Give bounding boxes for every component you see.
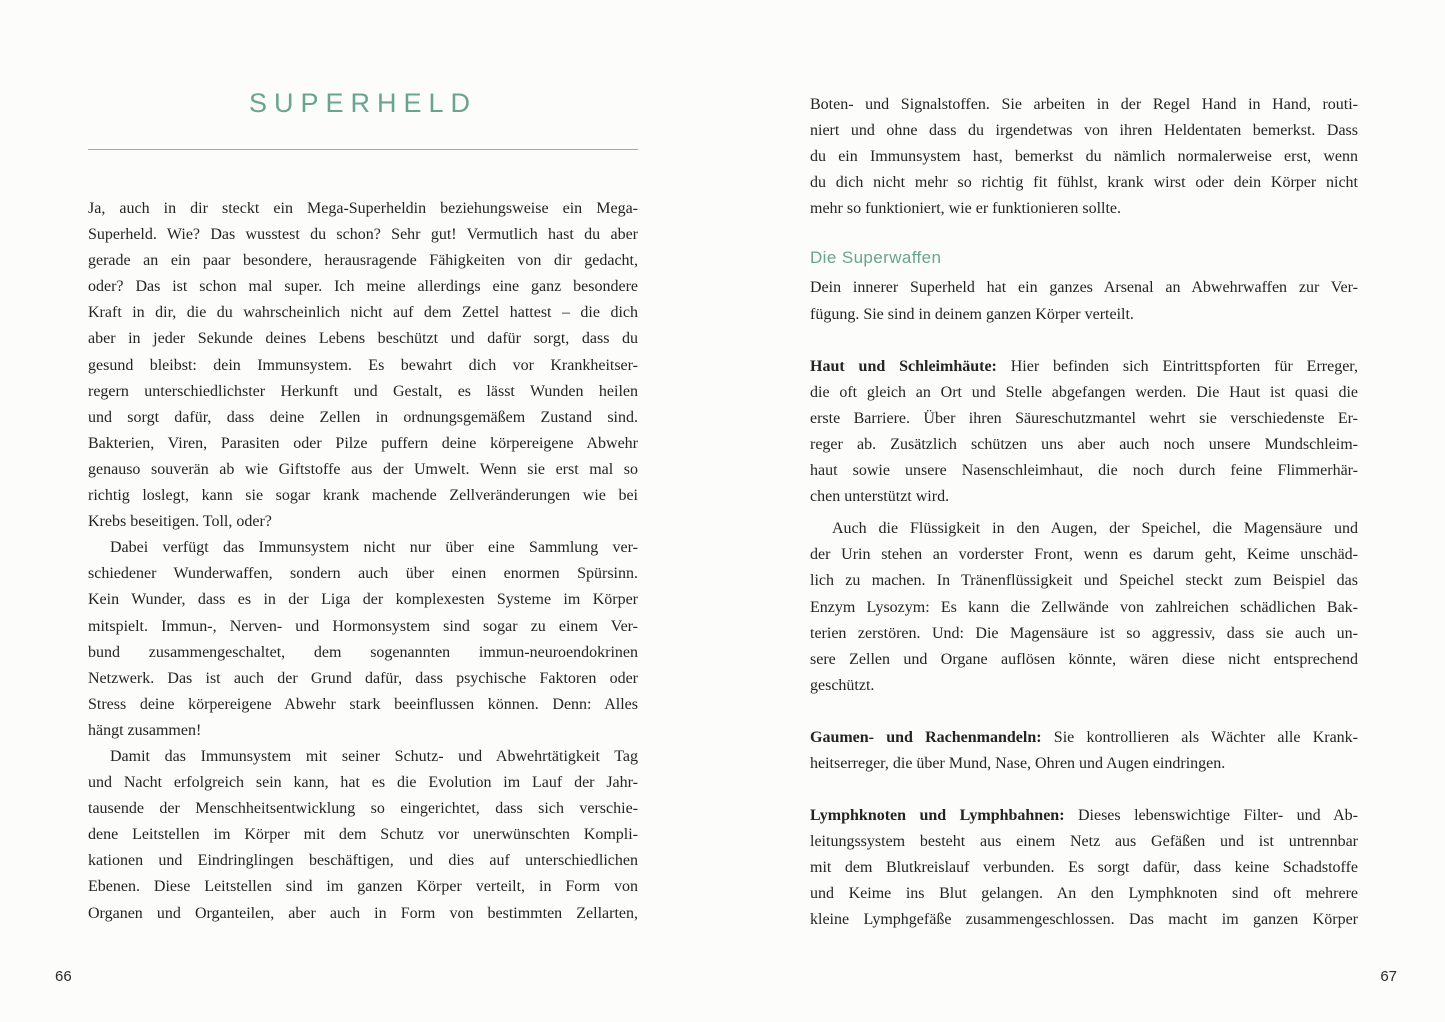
text-line: gesund bleibst: dein Immunsystem. Es bewahrt dich vor Krankheitser- [88,356,638,374]
text-line: mitspielt. Immun-, Nerven- und Hormonsystem sind sogar zu einem Ver- [88,617,638,635]
text-line: sere Zellen und Organe auflösen könnte, wären diese nicht entsprechend [810,650,1358,668]
text-line: reger ab. Zusätzlich schützen uns aber auch noch unsere Mundschleim- [810,435,1358,453]
page-left [88,0,638,927]
text-line: bund zusammengeschaltet, dem sogenannten immun-neuroendokrinen [88,643,638,661]
text-line: Stress deine körpereigene Abwehr stark beeinflussen können. Denn: Alles [88,695,638,713]
text-line: Enzym Lysozym: Es kann die Zellwände von zahlreichen schädlichen Bak- [810,598,1358,616]
text-line: Ja, auch in dir steckt ein Mega-Superheldin beziehungsweise ein Mega- [88,200,638,217]
bold-lead-in: Lymphknoten und Lymphbahnen: [810,807,1065,825]
page-number-right: 67 [1380,968,1397,985]
text-line: schiedener Wunderwaffen, sondern auch über einen enormen Spürsinn. [88,565,638,583]
text-line: kleine Lymphgefäße zusammengeschlossen. Das macht im ganzen Körper [810,911,1358,929]
paragraph [88,196,638,535]
text-line: aber in jeder Sekunde deines Lebens beschützt und dafür sorgt, dass du [88,330,638,348]
text-line: Dein innerer Superheld hat ein ganzes Arsenal an Abwehrwaffen zur Ver- [810,279,1358,297]
text-line: Damit das Immunsystem mit seiner Schutz- und Abwehrtätigkeit Tag [110,747,638,765]
text-line: geschützt. [810,676,875,694]
text-line: haut sowie unsere Nasenschleimhaut, die noch durch feine Flimmerhär- [810,462,1358,480]
chapter-title: SUPERHELD [248,88,478,118]
paragraph [88,535,638,744]
text-line: Ebenen. Diese Leitstellen sind im ganzen Körper verteilt, in Form von [88,878,638,896]
text-line: lich zu machen. In Tränenflüssigkeit und Speichel steckt zum Beispiel das [810,572,1358,590]
text-line: Gaumen- und Rachenmandeln: Sie kontrollieren als Wächter alle Krank- [810,728,1358,746]
text-line: gerade an ein paar besondere, herausragende Fähigkeiten von dir gedacht, [88,252,638,270]
page-number-left: 66 [55,968,72,985]
text-line: erste Barriere. Über ihren Säureschutzmantel wehrt sie verschiedenste Er- [810,409,1358,427]
text-line: du dich nicht mehr so richtig fit fühlst, krank wirst oder dein Körper nicht [810,174,1358,192]
text-line: dene Leitstellen im Körper mit dem Schutz vor unerwünschten Kompli- [88,826,638,844]
text-line: Bakterien, Viren, Parasiten oder Pilze puffern deine körpereigene Abwehr [88,434,638,452]
section-subheading: Die Superwaffen [810,248,942,268]
paragraph [810,803,1358,933]
text-line: genauso souverän ab wie Giftstoffe aus der Umwelt. Wenn sie erst mal so [88,460,638,478]
text-line: Netzwerk. Das ist auch der Grund dafür, dass psychische Faktoren oder [88,669,638,687]
bold-lead-in: Gaumen- und Rachenmandeln: [810,728,1042,746]
text-line: Lymphknoten und Lymphbahnen: Dieses lebenswichtige Filter- und Ab- [810,807,1359,825]
text-line: und Nacht erfolgreich sein kann, hat es die Evolution im Lauf der Jahr- [88,774,638,792]
text-line: hängt zusammen! [88,721,202,739]
text-line: Organen und Organteilen, aber auch in Form von bestimmten Zellarten, [88,904,638,922]
text-line: tausende der Menschheitsentwicklung so eingerichtet, dass sich verschie- [88,800,638,818]
text-line: oder? Das ist schon mal super. Ich meine allerdings eine ganz besondere [88,278,638,296]
text-line: richtig loslegt, kann sie sogar krank machende Zellveränderungen wie bei [88,487,638,505]
text-line: der Urin stehen an vorderster Front, wenn es darum geht, Keime unschäd- [810,546,1358,564]
text-line: mit dem Blutkreislauf verbunden. Es sorgt dafür, dass keine Schadstoffe [810,859,1358,877]
text-line: Dabei verfügt das Immunsystem nicht nur über eine Sammlung ver- [110,539,638,557]
paragraph [810,275,1358,327]
text-line: Auch die Flüssigkeit in den Augen, der Speichel, die Magensäure und [832,520,1358,538]
paragraph [88,744,638,927]
text-line: Superheld. Wie? Das wusstest du schon? Sehr gut! Vermutlich hast du aber [88,226,638,244]
title-divider-rule [88,149,638,150]
text-line: und sorgt dafür, dass deine Zellen in ordnungsgemäßem Zustand sind. [88,408,638,426]
text-line: heitserreger, die über Mund, Nase, Ohren und Augen eindringen. [810,754,1226,772]
paragraph [810,92,1358,222]
text-line: leitungssystem besteht aus einem Netz aus Gefäßen und ist untrennbar [810,833,1358,851]
text-line: du ein Immunsystem hast, bemerkst du nämlich normalerweise erst, wenn [810,148,1358,166]
text-line: mehr so funktioniert, wie er funktionieren sollte. [810,200,1122,218]
paragraph [810,354,1358,511]
bold-lead-in: Haut und Schleimhäute: [810,357,997,375]
text-line: Krebs beseitigen. Toll, oder? [88,513,272,531]
text-line: Boten- und Signalstoffen. Sie arbeiten in der Regel Hand in Hand, routi- [810,96,1358,113]
text-line: und Keime ins Blut gelangen. An den Lymphknoten sind oft mehrere [810,885,1358,903]
text-line: die oft gleich an Ort und Stelle abgefangen werden. Die Haut ist quasi die [810,383,1358,401]
paragraph [810,516,1358,699]
text-line: Haut und Schleimhäute: Hier befinden sich Eintrittspforten für Erreger, [810,357,1358,375]
text-line: fügung. Sie sind in deinem ganzen Körper verteilt. [810,305,1134,323]
text-line: kationen und Eindringlingen beschäftigen, und dies auf unterschiedlichen [88,852,638,870]
page-right [810,0,1358,934]
text-line: terien zerstören. Und: Die Magensäure ist so aggressiv, dass sie auch un- [810,624,1358,642]
text-line: niert und ohne dass du irgendetwas von ihren Heldentaten bemerkst. Dass [810,122,1358,140]
text-line: Kraft in dir, die du wahrscheinlich nicht auf dem Zettel hattest – die dich [88,304,638,322]
text-line: Kein Wunder, dass es in der Liga der komplexesten Systeme im Körper [88,591,638,609]
left-text-column [88,196,638,927]
right-text-column [810,92,1358,934]
text-line: regern unterschiedlichster Herkunft und Gestalt, es lässt Wunden heilen [88,382,638,400]
text-line: chen unterstützt wird. [810,488,950,506]
paragraph [810,725,1358,777]
